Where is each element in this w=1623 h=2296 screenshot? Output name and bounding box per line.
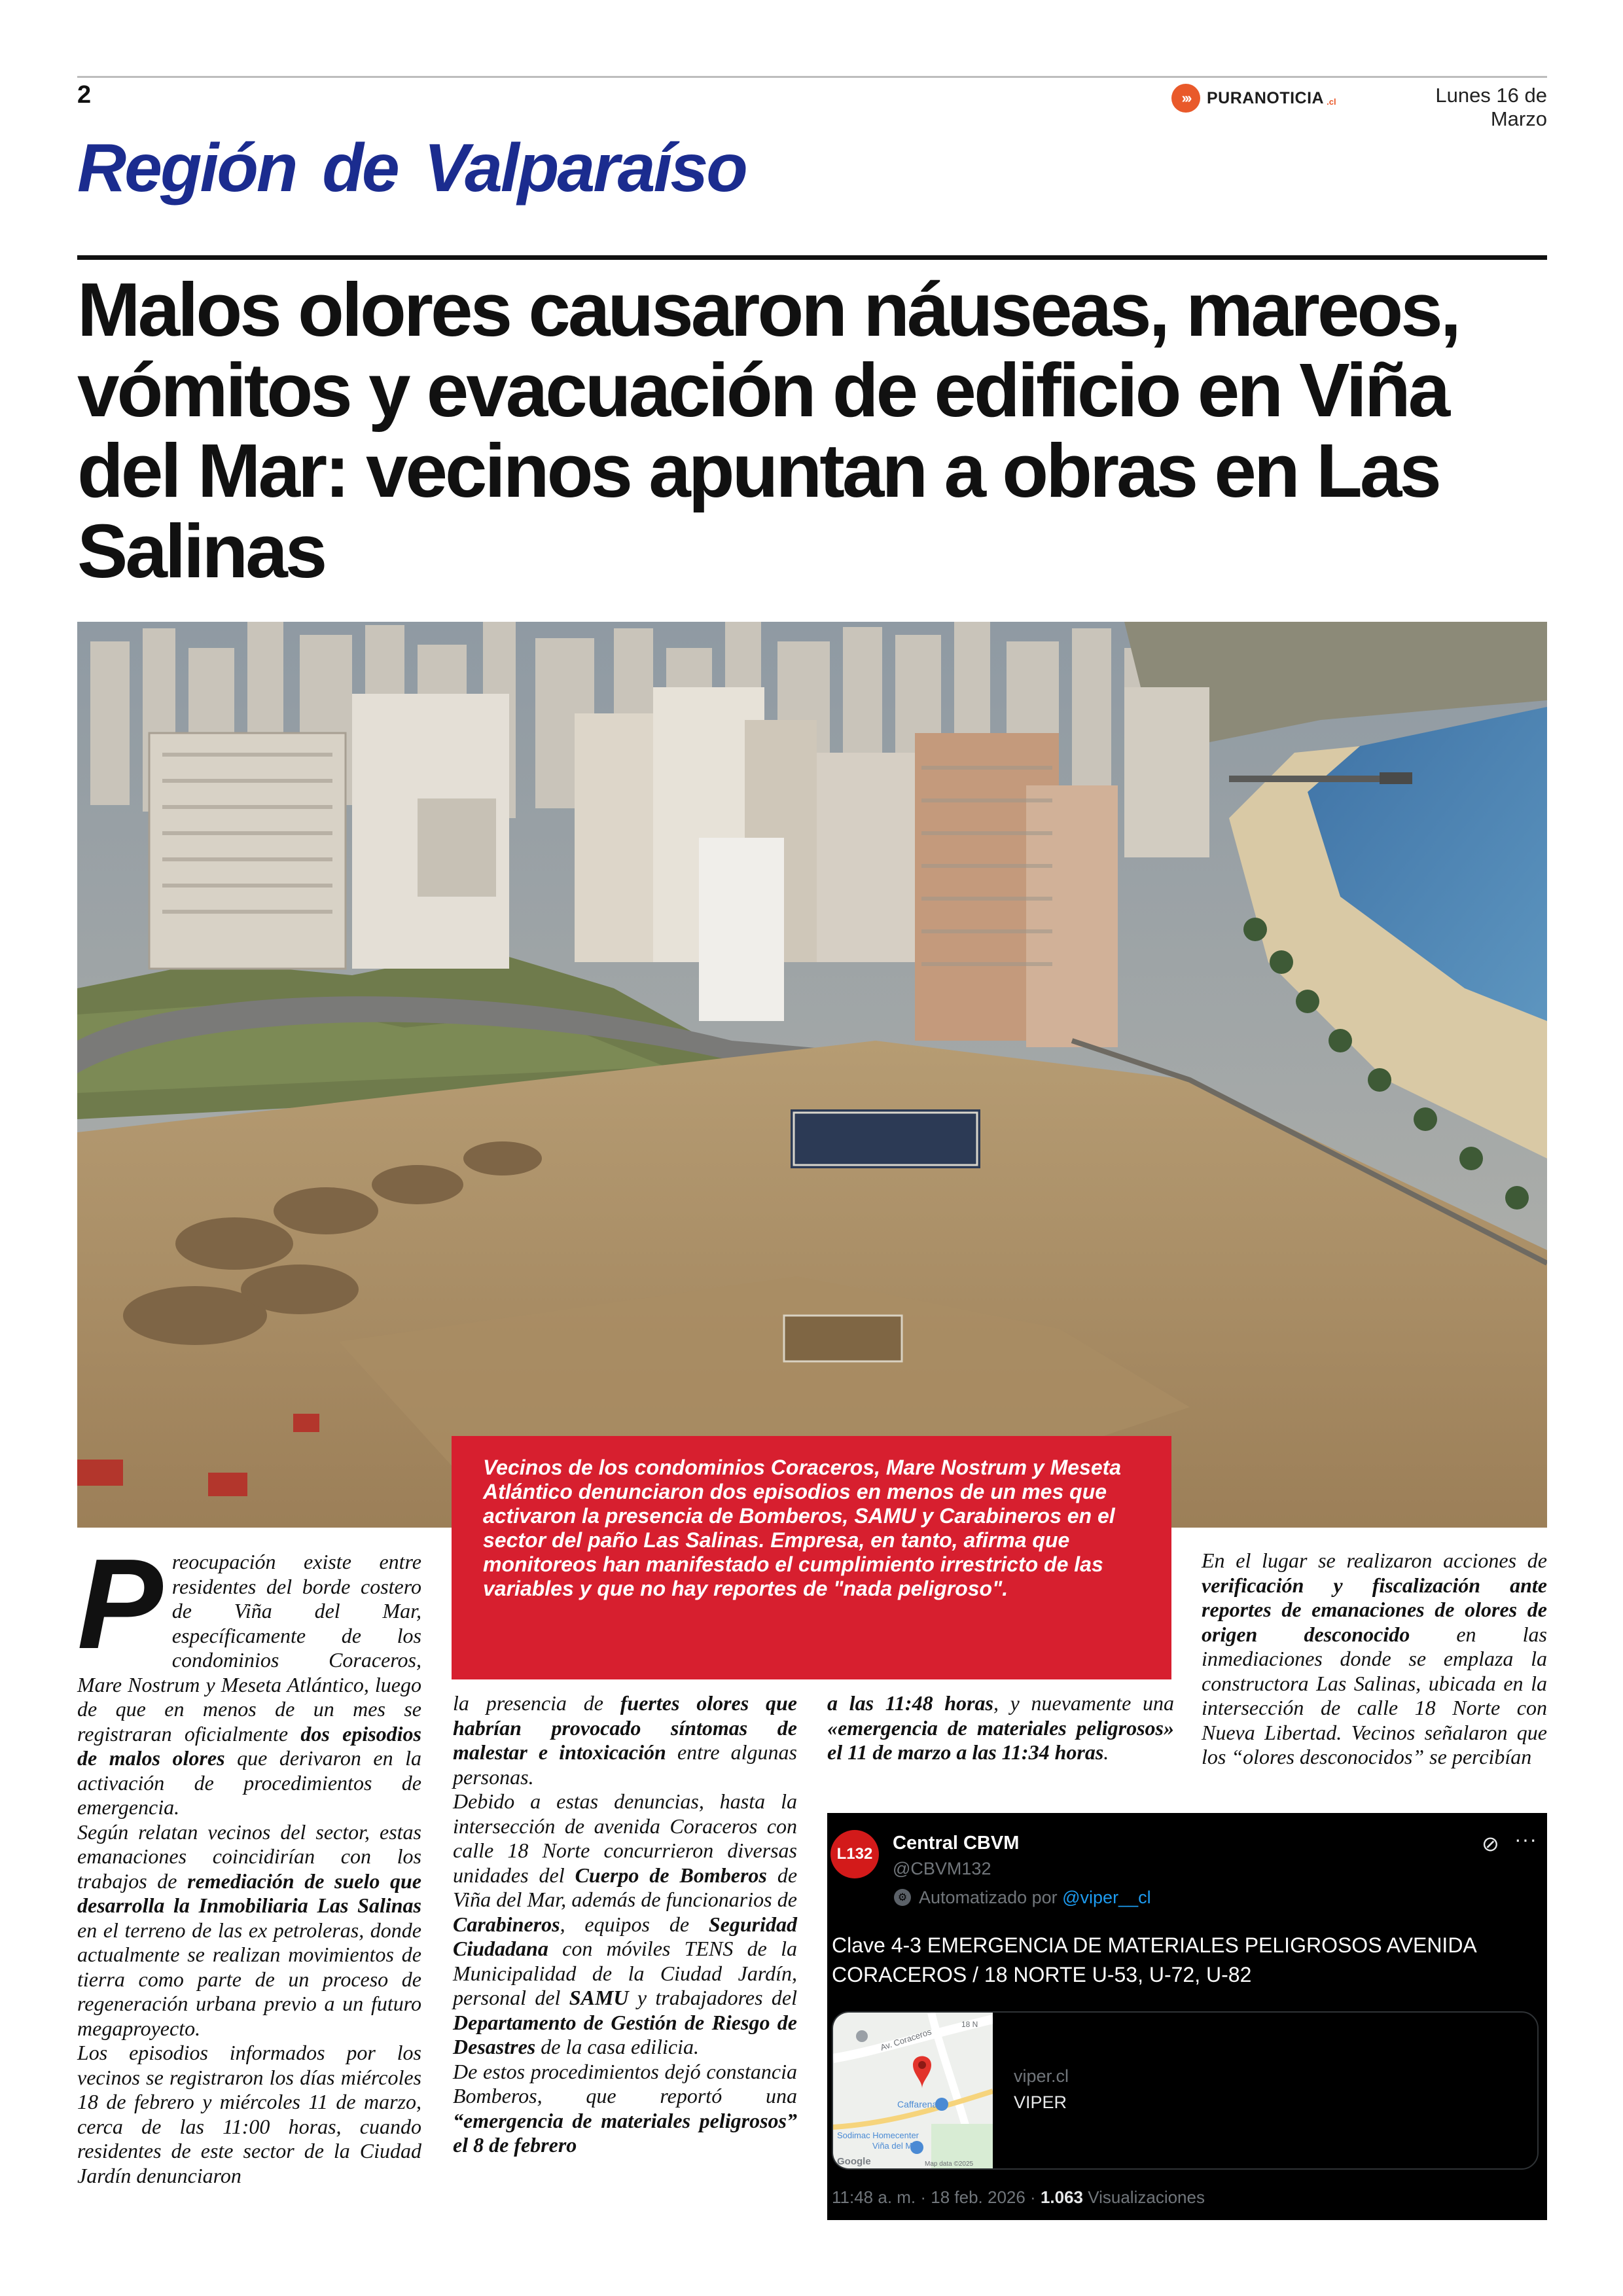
tweet-automated-label: [919, 1888, 1151, 1908]
text-run: , equipos de: [560, 1912, 709, 1936]
article-paragraph: [1202, 1549, 1547, 1770]
text-run: y trabajadores del: [628, 1986, 798, 2009]
text-bold: Seguridad Ciudadana: [453, 1912, 797, 1960]
top-rule: [77, 76, 1547, 78]
map-illustration: [833, 2013, 993, 2170]
issue-date: Lunes 16 de Marzo: [1435, 84, 1547, 130]
headline: Malos olores causaron náuseas, mareos, vómitos y evacuación de edificio en Viña del Mar: vecinos apuntan a obras en Las Salinas: [77, 267, 1459, 594]
article-paragraph: [77, 1532, 422, 1820]
card-site-name: VIPER: [1014, 2092, 1067, 2112]
map-label-place: Caffarena: [897, 2099, 938, 2109]
text-run: reocupación existe entre residentes del borde costero de Viña del Mar, específicamente de los condominios Coraceros, Mare Nostrum y Meseta Atlántico, luego de que en menos de un mes se registraran oficialmente: [77, 1550, 421, 1746]
text-bold: “emergencia de materiales peligrosos” el 8 de febrero: [453, 2108, 797, 2157]
article-paragraph: [453, 1789, 797, 2060]
tweet-author-handle[interactable]: @CBVM132: [893, 1859, 991, 1878]
map-label-google: Google: [837, 2156, 871, 2167]
automated-by-link[interactable]: @viper__cl: [1062, 1888, 1151, 1907]
text-bold: a las 11:48 horas: [827, 1691, 993, 1715]
article-paragraph: Los episodios informados por los vecinos se registraron los días miércoles 18 de febrero y miércoles 11 de marzo, cerca de las 11:00 horas, cuando residentes de este sector de la Ciudad Jardín denunciaron: [77, 2041, 421, 2187]
article-column-2: [453, 1691, 797, 2158]
robot-icon: ⚙: [894, 1889, 911, 1906]
text-bold: fuertes olores que habrían provocado síntomas de malestar e intoxicación: [453, 1691, 798, 1764]
text-run: de Viña del Mar, además de funcionarios de: [453, 1863, 798, 1911]
text-bold: SAMU: [569, 1986, 629, 2009]
drop-cap: P: [77, 1532, 163, 1676]
text-bold: Departamento de Gestión de Riesgo de Desastres: [453, 2010, 797, 2058]
text-bold: dos episodios de malos olores: [77, 1721, 422, 1770]
embedded-tweet[interactable]: [827, 1813, 1547, 2220]
text-run: .: [1103, 1740, 1109, 1764]
map-label-data: Map data ©2025: [925, 2161, 974, 2168]
tweet-text: Clave 4-3 EMERGENCIA DE MATERIALES PELIGROSOS AVENIDA CORACEROS / 18 NORTE U-53, U-72, U-82: [832, 1933, 1476, 1986]
brand-arrows-icon: ›››: [1171, 84, 1200, 113]
text-run: Según relatan vecinos del sector, estas emanaciones coincidirían con los trabajos de: [77, 1820, 421, 1893]
tweet-views-label: Visualizaciones: [1083, 2187, 1205, 2207]
brand-suffix: .cl: [1327, 96, 1336, 107]
map-label-road: Av. Coraceros: [879, 2026, 933, 2053]
text-bold: Cuerpo de Bomberos: [575, 1863, 767, 1887]
text-bold: remediación de suelo que desarrolla la Inmobiliaria Las Salinas: [77, 1869, 422, 1917]
map-label-store-2: Viña del Mar: [872, 2141, 920, 2151]
section-title: Región de Valparaíso: [77, 130, 746, 206]
text-run: de la casa edilicia.: [535, 2035, 699, 2058]
article-paragraph: [453, 1691, 797, 1789]
map-thumbnail: [833, 2013, 993, 2170]
article-paragraph: [827, 1691, 1174, 1765]
article-paragraph: [77, 1820, 421, 2041]
title-rule: [77, 255, 1547, 260]
article-column-1: [77, 1532, 422, 2188]
aerial-photo: [77, 622, 1547, 1528]
map-label-store-1: Sodimac Homecenter: [837, 2130, 919, 2140]
text-run: con móviles TENS de la Municipalidad de la Ciudad Jardín, personal del: [453, 1937, 797, 2009]
slash-circle-icon[interactable]: ⊘: [1482, 1832, 1499, 1856]
automated-prefix: Automatizado por: [919, 1888, 1063, 1907]
page-number: 2: [77, 81, 92, 109]
text-run: entre algunas personas.: [453, 1740, 798, 1789]
text-run: Debido a estas denuncias, hasta la intersección de avenida Coraceros con calle 18 Norte concurrieron diversas unidades del: [453, 1789, 797, 1887]
text-run: que derivaron en la activación de procedimientos de emergencia.: [77, 1746, 422, 1819]
text-run: la presencia de: [453, 1691, 620, 1715]
text-run: , y nuevamente una: [993, 1691, 1175, 1715]
text-run: en las inmediaciones donde se emplaza la constructora Las Salinas, ubicada en la intersección de calle 18 Norte con Nueva Libertad. Vecinos señalaron que los “olores desconocidos” se percibían: [1202, 1622, 1548, 1768]
tweet-views-count: 1.063: [1040, 2187, 1084, 2207]
tweet-timestamp[interactable]: 11:48 a. m. · 18 feb. 2026 ·: [832, 2187, 1041, 2207]
tweet-avatar[interactable]: L132: [830, 1830, 879, 1878]
brand-logo: [1171, 84, 1336, 113]
callout-box: Vecinos de los condominios Coraceros, Mare Nostrum y Meseta Atlántico denunciaron dos episodios en menos de un mes que activaron la presencia de Bomberos, SAMU y Carabineros en el sector del paño Las Salinas. Empresa, en tanto, afirma que monitoreos han manifestado el cumplimiento irrestricto de las variables y que no hay reportes de "nada peligroso".: [452, 1436, 1171, 1679]
text-run: en el terreno de las ex petroleras, donde actualmente se realizan movimientos de tierra como parte de un proceso de regeneración urbana previo a un futuro megaproyecto.: [77, 1918, 421, 2040]
more-dots-icon[interactable]: ···: [1514, 1827, 1537, 1851]
text-bold: verificación y fiscalización ante reportes de emanaciones de olores de origen desconocido: [1202, 1573, 1547, 1646]
tweet-author-name[interactable]: Central CBVM: [893, 1833, 1020, 1854]
aerial-photo-illustration: [77, 622, 1547, 1528]
tweet-meta: [832, 2187, 1205, 2208]
text-run: De estos procedimientos dejó constancia Bomberos, que reportó una: [453, 2059, 797, 2108]
tweet-link-card[interactable]: [832, 2011, 1539, 2170]
text-bold: «emergencia de materiales peligrosos» el 11 de marzo a las 11:34 horas: [827, 1715, 1174, 1764]
card-domain: viper.cl: [1014, 2066, 1069, 2086]
brand-name: PURANOTICIA: [1207, 88, 1325, 107]
article-column-4: [1202, 1549, 1547, 1770]
article-paragraph: [453, 2060, 797, 2158]
map-label-north: 18 N: [961, 2020, 978, 2029]
text-bold: Carabineros: [453, 1912, 560, 1936]
text-run: En el lugar se realizaron acciones de: [1202, 1549, 1547, 1572]
article-column-3: [827, 1691, 1174, 1765]
